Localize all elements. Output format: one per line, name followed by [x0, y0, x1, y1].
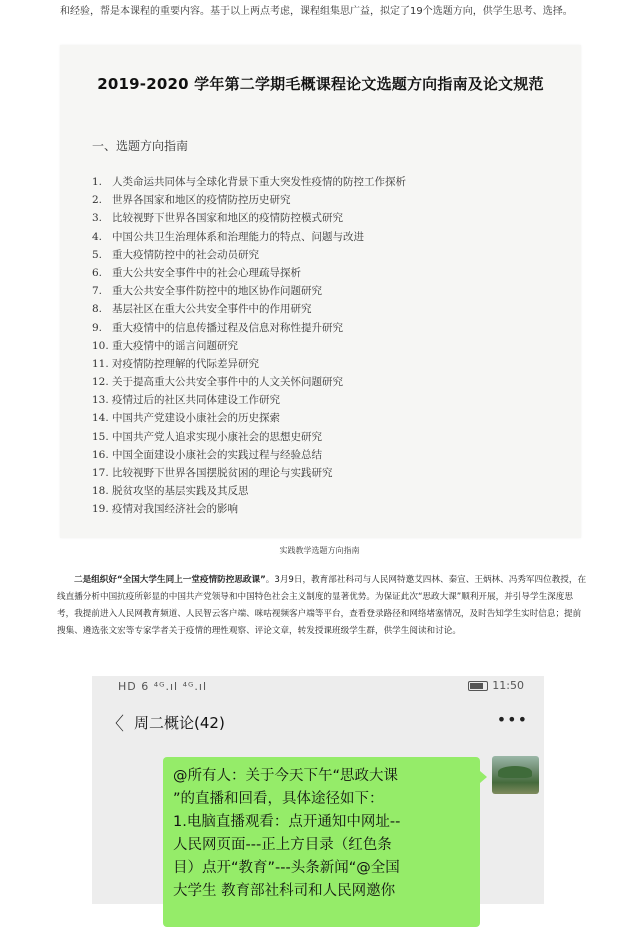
topic-item: 1. 人类命运共同体与全球化背景下重大突发性疫情的防控工作探析	[92, 176, 406, 188]
battery-icon	[468, 681, 488, 691]
paragraph-body: 。3月9日，教育部社科司与人民网特邀艾四林、秦宣、王炳林、冯秀军四位教授，在线直播分析中国抗疫所彰显的中国共产党领导和中国特色社会主义制度的显著优势。为保证此次“思政大课”顺利开展，并引导学生深度思考，我提前进入人民网教育频道、人民智云客户端、咪咕视频客户端等平台，查看登录路径和网络堵塞情况，及时告知学生实时信息；提前搜集、遴选张文宏等专家学者关于疫情的理性观察、评论文章，转发授课班级学生群，供学生阅读和讨论。	[57, 575, 587, 636]
topic-item: 8. 基层社区在重大公共安全事件中的作用研究	[92, 303, 312, 316]
message-line: @所有人：关于今天下午“思政大课	[173, 768, 399, 784]
image-caption: 实践教学选题方向指南	[279, 546, 360, 555]
chat-header	[92, 710, 544, 744]
topic-item: 19. 疫情对我国经济社会的影响	[92, 503, 238, 516]
topic-guide-document-image	[60, 45, 581, 538]
topic-item: 14. 中国共产党建设小康社会的历史探索	[92, 412, 280, 425]
status-time-group	[468, 679, 524, 692]
message-line: 目）点开“教育”---头条新闻“@全国	[173, 860, 400, 876]
sender-avatar	[492, 756, 539, 794]
topic-item: 9. 重大疫情中的信息传播过程及信息对称性提升研究	[92, 321, 343, 334]
topic-item: 15. 中国共产党人追求实现小康社会的思想史研究	[92, 430, 322, 443]
topic-item: 4. 中国公共卫生治理体系和治理能力的特点、问题与改进	[92, 230, 364, 243]
message-bubble	[163, 757, 480, 927]
body-paragraph	[57, 572, 587, 640]
paragraph-lead: 二是组织好“全国大学生同上一堂疫情防控思政课”	[74, 575, 266, 585]
topic-item: 16. 中国全面建设小康社会的实践过程与经验总结	[92, 448, 322, 461]
more-options-icon[interactable]: •••	[496, 710, 528, 729]
topic-item: 10. 重大疫情中的谣言问题研究	[92, 339, 238, 352]
message-line: 1.电脑直播观看：点开通知中网址--	[173, 814, 401, 830]
topic-item: 13. 疫情过后的社区共同体建设工作研究	[92, 394, 280, 407]
signal-indicators: HD 6 ⁴ᴳ.ıl ⁴ᴳ.ıl	[118, 680, 207, 693]
topic-item: 12. 关于提高重大公共安全事件中的人文关怀问题研究	[92, 376, 343, 389]
document-title: 2019-2020 学年第二学期毛概课程论文选题方向指南及论文规范	[97, 75, 544, 93]
topic-item: 6. 重大公共安全事件中的社会心理疏导探析	[92, 266, 301, 279]
chat-title: 周二概论(42)	[134, 714, 225, 732]
message-line: 人民网页面---正上方目录（红色条	[173, 837, 392, 853]
topic-item: 5. 重大疫情防控中的社会动员研究	[92, 248, 259, 261]
topic-item: 11. 对疫情防控理解的代际差异研究	[92, 357, 259, 370]
back-arrow-icon[interactable]: 〈	[106, 714, 124, 735]
chat-screenshot	[92, 676, 544, 904]
message-line: 大学生 教育部社科司和人民网邀你	[173, 883, 396, 899]
status-time: 11:50	[492, 679, 524, 692]
topic-list	[92, 173, 406, 519]
cutoff-text-line: 和经验，帮是本课程的重要内容。基于以上两点考虑，课程组集思广益，拟定了19个选题方向，供学生思考、选择。	[60, 6, 573, 17]
topic-item: 2. 世界各国家和地区的疫情防控历史研究	[92, 194, 291, 207]
topic-item: 7. 重大公共安全事件防控中的地区协作问题研究	[92, 285, 322, 298]
section-heading: 一、选题方向指南	[92, 139, 189, 153]
topic-item: 3. 比较视野下世界各国家和地区的疫情防控模式研究	[92, 212, 343, 225]
topic-item: 18. 脱贫攻坚的基层实践及其反思	[92, 485, 249, 498]
message-line: ”的直播和回看，具体途径如下：	[173, 791, 384, 807]
status-bar	[92, 676, 544, 696]
topic-item: 17. 比较视野下世界各国摆脱贫困的理论与实践研究	[92, 467, 333, 479]
